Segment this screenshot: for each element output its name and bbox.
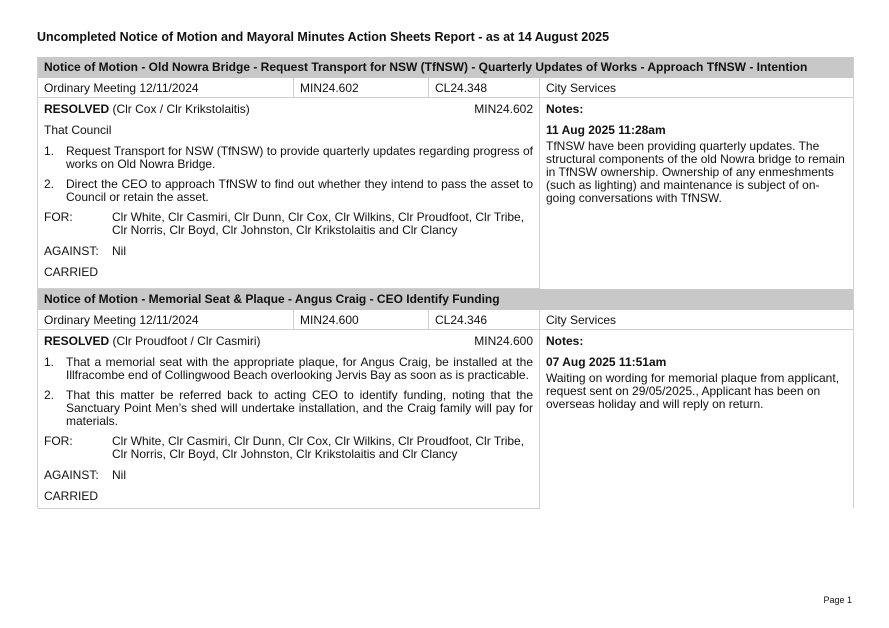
minute-number: MIN24.600 <box>294 310 429 330</box>
resolution <box>38 98 540 289</box>
meta-row <box>38 310 853 330</box>
meta-row <box>38 78 853 98</box>
section-header: Notice of Motion - Old Nowra Bridge - Request Transport for NSW (TfNSW) - Quarterly Updates of Works - Approach TfNSW - Intention <box>38 57 853 78</box>
item-number: 1. <box>44 355 55 369</box>
report-number: CL24.348 <box>429 78 540 98</box>
list-item <box>44 356 533 382</box>
for-label: FOR: <box>44 210 73 224</box>
action-sheet-memorial-seat <box>37 289 854 508</box>
notes-label: Notes: <box>546 102 584 116</box>
item-text: Direct the CEO to approach TfNSW to find out whether they intend to pass the asset to Council or retain the asset. <box>66 177 533 204</box>
against-votes: Nil <box>112 468 126 482</box>
for-label: FOR: <box>44 434 73 448</box>
list-item <box>44 178 533 204</box>
against-votes: Nil <box>112 244 126 258</box>
item-text: Request Transport for NSW (TfNSW) to provide quarterly updates regarding progress of works on Old Nowra Bridge. <box>66 144 533 171</box>
item-text: That a memorial seat with the appropriate plaque, for Angus Craig, be installed at the Illfracombe end of Collingwood Beach overlooking Jervis Bay as soon as is practicable. <box>66 355 533 382</box>
item-text: That this matter be referred back to acting CEO to identify funding, noting that the Sanctuary Point Men’s shed will undertake installation, and the Craig family will pay for materials. <box>66 388 533 428</box>
department: City Services <box>546 313 617 327</box>
for-votes: Clr White, Clr Casmiri, Clr Dunn, Clr Cox, Clr Wilkins, Clr Proudfoot, Clr Tribe, Clr Norris, Clr Boyd, Clr Johnston, Clr Krikstolaitis and Clr Clancy <box>112 434 525 461</box>
report-title: Uncompleted Notice of Motion and Mayoral Minutes Action Sheets Report - as at 14 August 2025 <box>37 30 610 44</box>
action-sheet-old-nowra-bridge <box>37 57 854 289</box>
resolved-min: MIN24.600 <box>474 334 533 348</box>
notes-label: Notes: <box>546 334 584 348</box>
page-number: Page 1 <box>823 595 852 605</box>
list-item <box>44 145 533 171</box>
item-number: 2. <box>44 177 55 191</box>
minute-number: MIN24.602 <box>294 78 429 98</box>
intro: That Council <box>44 123 112 137</box>
resolved-min: MIN24.602 <box>474 102 533 116</box>
for-votes: Clr White, Clr Casmiri, Clr Dunn, Clr Cox, Clr Wilkins, Clr Proudfoot, Clr Tribe, Clr Norris, Clr Boyd, Clr Johnston, Clr Krikstolaitis and Clr Clancy <box>112 210 525 237</box>
resolved-label: RESOLVED <box>44 334 110 348</box>
notes <box>540 330 853 509</box>
result: CARRIED <box>44 489 99 503</box>
movers: (Clr Cox / Clr Krikstolaitis) <box>109 102 250 116</box>
note-date: 11 Aug 2025 11:28am <box>546 123 666 137</box>
note-text: Waiting on wording for memorial plaque from applicant, request sent on 29/05/2025., Applicant has been on overseas holiday and will reply on return. <box>546 371 840 411</box>
item-number: 1. <box>44 144 55 158</box>
item-number: 2. <box>44 388 55 402</box>
movers: (Clr Proudfoot / Clr Casmiri) <box>109 334 261 348</box>
resolved-label: RESOLVED <box>44 102 110 116</box>
notes <box>540 98 853 289</box>
list-item <box>44 389 533 428</box>
against-label: AGAINST: <box>44 468 99 482</box>
department: City Services <box>546 81 617 95</box>
against-label: AGAINST: <box>44 244 99 258</box>
meeting: Ordinary Meeting 12/11/2024 <box>38 310 294 330</box>
result: CARRIED <box>44 265 99 279</box>
report-number: CL24.346 <box>429 310 540 330</box>
meeting: Ordinary Meeting 12/11/2024 <box>38 78 294 98</box>
section-header: Notice of Motion - Memorial Seat & Plaque - Angus Craig - CEO Identify Funding <box>38 289 853 310</box>
note-text: TfNSW have been providing quarterly updates. The structural components of the old Nowra bridge to remain in TfNSW ownership. Ownership of any enmeshments (such as lighting) and maintenance is subject of on-going conversations with TfNSW. <box>546 139 845 205</box>
note-date: 07 Aug 2025 11:51am <box>546 355 667 369</box>
resolution <box>38 330 540 509</box>
